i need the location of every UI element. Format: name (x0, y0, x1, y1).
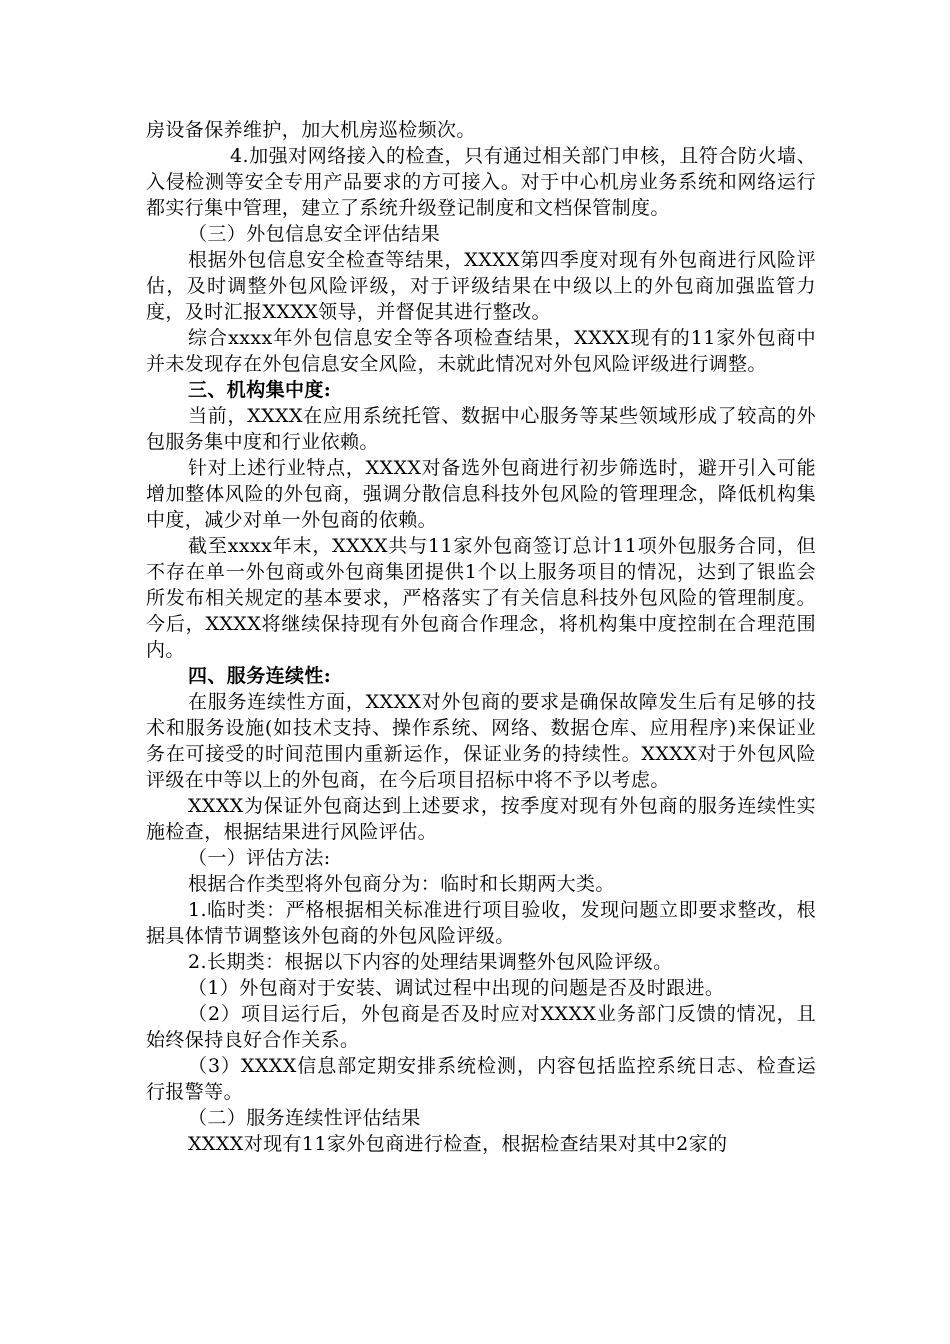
paragraph-risk-assessment: 根据外包信息安全检查等结果，XXXX第四季度对现有外包商进行风险评估，及时调整外包风险评级，对于评级结果在中级以上的外包商加强监管力度，及时汇报XXXX领导，并督促其进行整改。 (146, 249, 816, 323)
paragraph-continuation: 房设备保养维护，加大机房巡检频次。 (146, 119, 476, 141)
paragraph-check-result: XXXX对现有11家外包商进行检查，根据检查结果对其中2家的 (188, 1133, 728, 1155)
paragraph-long-term-type: 2.长期类：根据以下内容的处理结果调整外包风险评级。 (188, 951, 673, 973)
section-heading-continuity: 四、服务连续性: (188, 665, 332, 687)
paragraph-network-access: 4.加强对网络接入的检查，只有通过相关部门申核，且符合防火墙、入侵检测等安全专用产品要求的方可接入。对于中心机房业务系统和网络运行都实行集中管理，建立了系统升级登记制度和文档保管制度。 (146, 145, 816, 219)
paragraph-vendor-types: 根据合作类型将外包商分为：临时和长期两大类。 (188, 873, 615, 895)
paragraph-security-summary: 综合xxxx年外包信息安全等各项检查结果，XXXX现有的11家外包商中并未发现存在外包信息安全风险，未就此情况对外包风险评级进行调整。 (146, 327, 816, 375)
list-item-2: （2）项目运行后，外包商是否及时应对XXXX业务部门反馈的情况，且始终保持良好合作关系。 (146, 1003, 816, 1051)
heading-outsourcing-security-result: （三）外包信息安全评估结果 (188, 223, 441, 245)
document-body (146, 117, 816, 1157)
paragraph-screening: 针对上述行业特点，XXXX对备选外包商进行初步筛选时，避开引入可能增加整体风险的外包商，强调分散信息科技外包风险的管理理念，降低机构集中度，减少对单一外包商的依赖。 (146, 457, 816, 531)
heading-assessment-method: （一）评估方法: (188, 847, 331, 869)
list-item-1: （1）外包商对于安装、调试过程中出现的问题是否及时跟进。 (188, 977, 725, 999)
heading-continuity-result: （二）服务连续性评估结果 (188, 1107, 421, 1129)
paragraph-contracts: 截至xxxx年末，XXXX共与11家外包商签订总计11项外包服务合同，但不存在单一外包商或外包商集团提供1个以上服务项目的情况，达到了银监会所发布相关规定的基本要求，严格落实了有关信息科技外包风险的管理制度。今后，XXXX将继续保持现有外包商合作理念，将机构集中度控制在合理范围内。 (146, 535, 816, 661)
paragraph-temporary-type: 1.临时类：严格根据相关标准进行项目验收，发现问题立即要求整改，根据具体情节调整该外包商的外包风险评级。 (146, 899, 816, 947)
list-item-3: （3）XXXX信息部定期安排系统检测，内容包括监控系统日志、检查运行报警等。 (146, 1055, 816, 1103)
paragraph-continuity-requirements: 在服务连续性方面，XXXX对外包商的要求是确保故障发生后有足够的技术和服务设施(如技术支持、操作系统、网络、数据仓库、应用程序)来保证业务在可接受的时间范围内重新运作，保证业务的持续性。XXXX对于外包风险评级在中等以上的外包商，在今后项目招标中将不予以考虑。 (146, 691, 816, 791)
paragraph-current-concentration: 当前，XXXX在应用系统托管、数据中心服务等某些领域形成了较高的外包服务集中度和行业依赖。 (146, 405, 816, 453)
section-heading-concentration: 三、机构集中度: (188, 379, 332, 401)
paragraph-quarterly-check: XXXX为保证外包商达到上述要求，按季度对现有外包商的服务连续性实施检查，根据结果进行风险评估。 (146, 795, 816, 843)
